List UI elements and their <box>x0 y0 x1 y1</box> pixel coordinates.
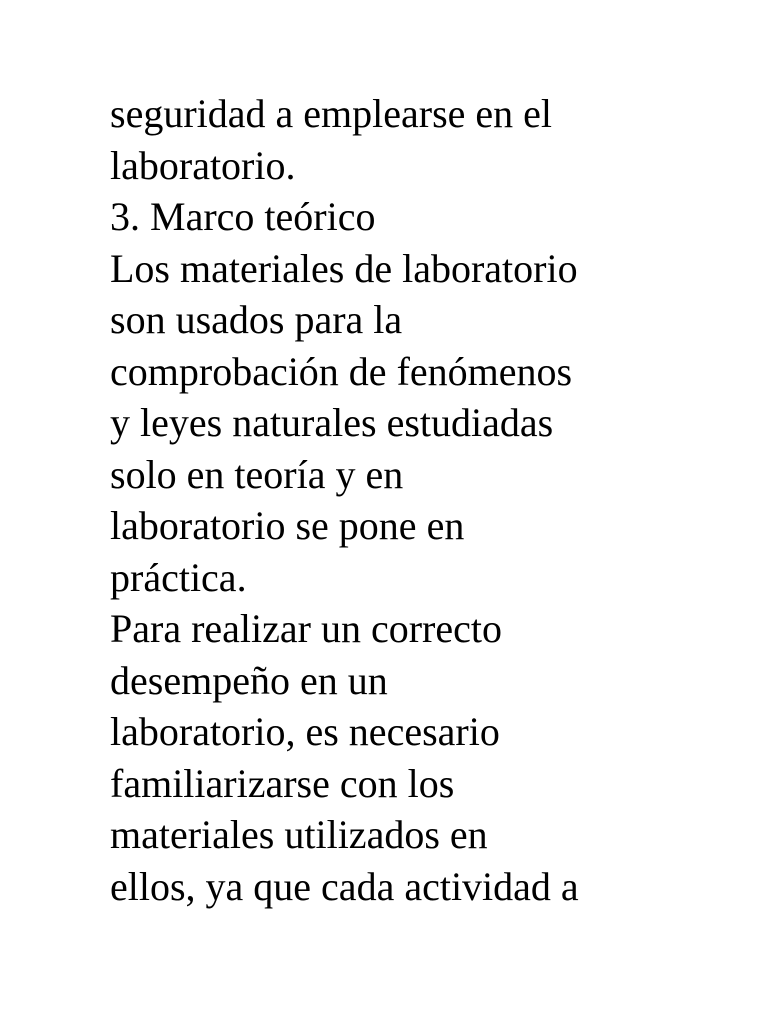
text-line: ellos, ya que cada actividad a <box>110 863 579 909</box>
text-line: y leyes naturales estudiadas <box>110 400 554 445</box>
text-line: comprobación de fenómenos <box>110 348 573 394</box>
section-heading: 3. Marco teórico <box>110 194 376 239</box>
text-line: son usados para la <box>110 297 403 342</box>
text-line: Los materiales de laboratorio <box>110 245 578 291</box>
text-line: materiales utilizados en <box>110 812 488 857</box>
text-line: solo en teoría y en <box>110 451 404 497</box>
text-line: práctica. <box>110 554 247 600</box>
text-line: desempeño en un <box>110 657 388 703</box>
text-line: laboratorio, es necesario <box>110 709 500 754</box>
text-line: familiarizarse con los <box>110 760 455 806</box>
text-line: seguridad a emplearse en el <box>110 91 553 136</box>
document-page <box>110 88 750 912</box>
text-line: Para realizar un correcto <box>110 606 502 651</box>
text-line: laboratorio. <box>110 142 296 188</box>
text-line: laboratorio se pone en <box>110 503 465 548</box>
